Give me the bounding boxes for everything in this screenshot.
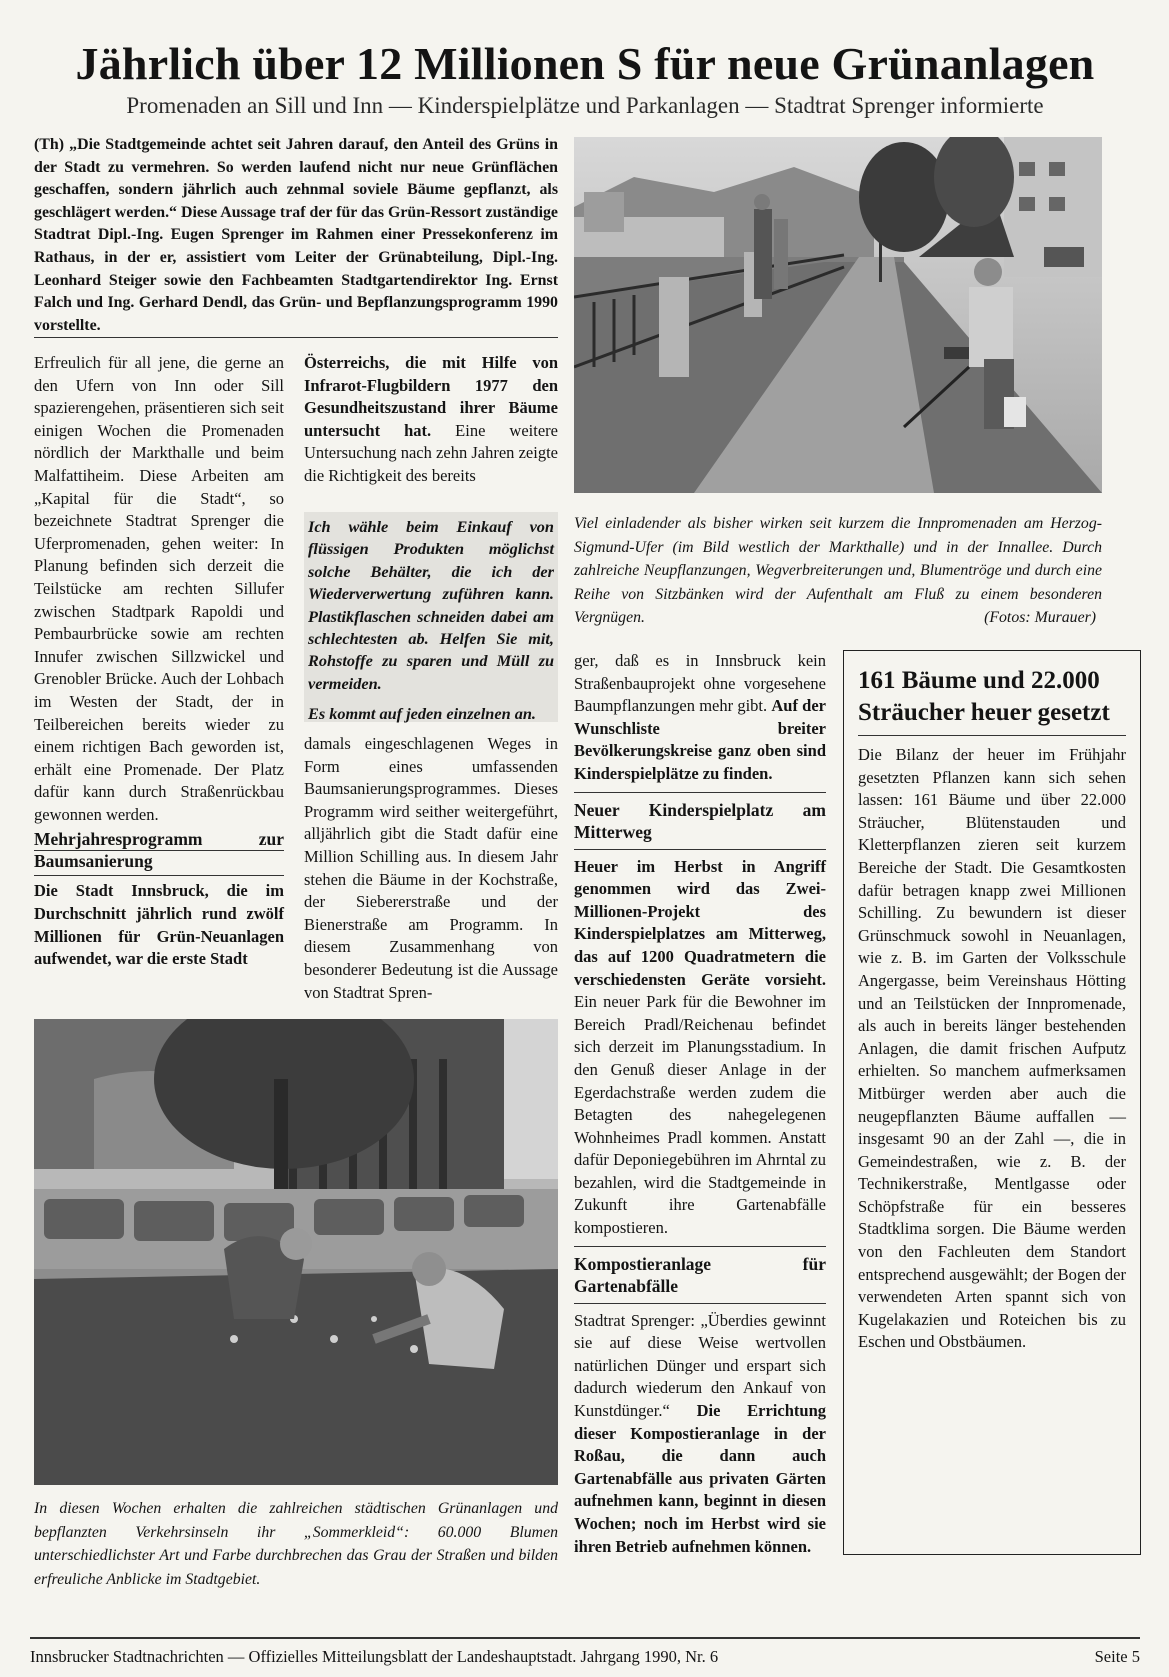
- col3-paragraph-1: ger, daß es in Innsbruck kein Straßenbauprojekt ohne vorgesehene Baumpflanzungen mehr gibt. Auf der Wunschliste breiter Bevölkerungskreise ganz oben sind Kinderspielplätze zu finden.: [574, 651, 826, 783]
- col3-subhead-1: Neuer Kinderspielplatz am Mitterweg: [574, 799, 826, 842]
- column-1: [34, 352, 284, 971]
- column-2: [304, 352, 558, 488]
- box-text: Die Bilanz der heuer im Frühjahr gesetzten Pflanzen kann sich sehen lassen: 161 Bäume und über 22.000 Sträucher, Blütenstauden und Kletterpflanzen zieren seit kurzem Bereiche der Stadt. Die Gesamtkosten dafür betragen knapp zwei Millionen Schilling. Zu bewundern ist dieser Grünschmuck sowohl in Neuanlagen, wie z. B. im Garten der Volksschule Angergasse, beim Vereinshaus Hötting und an Teilstücken der Innpromenade, als auch in bereits länger bestehenden Anlagen, die damit frischen Aufputz erhielten. So manchem aufmerksamen Mitbürger werden aber auch die neugepflanzten Bäume auffallen — insgesamt 90 an der Zahl —, die in Gemeindestraßen, wie z. B. der Technikerstraße, Mentlgasse oder Schöpfstraße für ein besseres Stadtklima sorgen. Die Bäume werden von den Fachleuten dem Standort entsprechend ausgewählt; der Bogen der verwendeten Arten spannt sich von Kugelakazien und Roteichen bis zu Eschen und Obstbäumen.: [858, 745, 1126, 1352]
- recycling-quote-box: [304, 512, 558, 722]
- planting-photo: [34, 1019, 558, 1485]
- column-2-continued: [304, 733, 558, 1004]
- lead-divider: [34, 337, 558, 338]
- box-title: 161 Bäume und 22.000 Sträucher heuer gesetzt: [858, 667, 1110, 726]
- quote-text: Ich wähle beim Einkauf von flüssigen Produkten möglichst solche Behälter, die ich der Wiederverwertung zuführen kann. Plastikflaschen schneiden dabei am schlechtesten ab. Helfen Sie mit, Rohstoffe zu sparen und Müll zu vermeiden.: [308, 517, 554, 693]
- col1-paragraph-2: Die Stadt Innsbruck, die im Durchschnitt jährlich rund zwölf Millionen für Grün-Neuanlagen aufwendet, war die erste Stadt: [34, 881, 284, 969]
- column-3: [574, 650, 826, 1558]
- lead-paragraph: (Th) „Die Stadtgemeinde achtet seit Jahren darauf, den Anteil des Grüns in der Stadt zu vermehren. So werden laufend nicht nur neue Grünflächen geschaffen, sondern jährlich auch zehnmal soviele Bäume gepflanzt, als geschlägert werden.“ Diese Aussage traf der für das Grün-Ressort zuständige Stadtrat Dipl.-Ing. Eugen Sprenger im Rahmen einer Pressekonferenz im Rathaus, in der er, assistiert vom Leiter der Grünabteilung, Dipl.-Ing. Leonhard Steiger sowie den Fachbeamten Stadtgartendirektor Ing. Ernst Falch und Ing. Gerhard Dendl, das Grün- und Bepflanzungsprogramm 1990 vorstellte.: [34, 136, 558, 334]
- col1-subhead: Mehrjahresprogramm zur Baumsanierung: [34, 829, 284, 872]
- col2-paragraph-1: Österreichs, die mit Hilfe von Infrarot-Flugbildern 1977 den Gesundheitszustand ihrer Bäume untersucht hat. Eine weitere Untersuchung nach zehn Jahren zeigte die Richtigkeit des bereits: [304, 353, 558, 485]
- col3-subhead-2: Kompostieranlage für Gartenabfälle: [574, 1253, 826, 1296]
- photo-credit: (Fotos: Murauer): [984, 609, 1096, 627]
- promenade-photo-caption: Viel einladender als bisher wirken seit kurzem die Innpromenaden am Herzog-Sigmund-Ufer (im Bild westlich der Markthalle) und in der Innallee. Durch zahlreiche Neupflanzungen, Wegverbreiterungen und, Blumentröge und durch eine Reihe von Sitzbänken wird der Aufenthalt am Fluß zu einem besonderen Vergnügen. (Fotos: Murauer): [574, 512, 1102, 630]
- page-number: Seite 5: [1094, 1647, 1140, 1666]
- col1-paragraph-1: Erfreulich für all jene, die gerne an den Ufern von Inn oder Sill spazierengehen, präsentieren sich seit einigen Wochen die Promenaden nördlich der Markthalle und beim Malfattiheim. Diese Arbeiten am „Kapital für die Stadt“, so bezeichnete Stadtrat Sprenger die Uferpromenaden, gehen weiter: In Planung befinden sich derzeit die Teilstücke am rechten Sillufer zwischen Stadtpark Rapoldi und Pembaurbrücke sowie am rechten Innufer zwischen Sillzwickel und Grenobler Brücke. Auch der Lohbach im Westen der Stadt, der in Teilbereichen bereits wieder zu einem richtigen Bach geworden ist, erhält eine Promenade. Der Platz dafür kann durch Straßenrückbau gewonnen werden.: [34, 353, 284, 824]
- headline: Jährlich über 12 Millionen S für neue Grünanlagen: [75, 38, 1095, 89]
- col3-paragraph-2: Heuer im Herbst in Angriff genommen wird das Zwei-Millionen-Projekt des Kinderspielplatzes am Mitterweg, das auf 1200 Quadratmetern die verschiedensten Geräte vorsieht. Ein neuer Park für die Bewohner im Bereich Pradl/Reichenau befindet sich derzeit im Planungsstadium. In den Genuß dieser Anlage in der Egerdachstraße werden zudem die Betagten des nahegelegenen Wohnheimes Pradl kommen. Anstatt dafür Deponiegebühren im Ahrntal zu bezahlen, wird die Stadtgemeinde in Zukunft ihre Gartenabfälle kompostieren.: [574, 856, 826, 1238]
- footer: [30, 1647, 1140, 1667]
- promenade-photo: [574, 137, 1102, 493]
- col2-paragraph-2: damals eingeschlagenen Weges in Form eines umfassenden Baumsanierungsprogrammes. Dieses Programm wird seither weitergeführt, alljährlich gibt die Stadt dafür eine Million Schilling aus. In diesem Jahr stehen die Bäume in der Kochstraße, der Siebererstraße und der Bienerstraße am Programm. In diesem Zusammenhang von besonderer Bedeutung ist die Aussage von Stadtrat Spren-: [304, 734, 558, 1002]
- planting-photo-caption: In diesen Wochen erhalten die zahlreichen städtischen Grünanlagen und bepflanzten Verkehrsinseln ihr „Sommerkleid“: 60.000 Blumen unterschiedlichster Art und Farbe durchbrechen das Grau der Straßen und bilden erfreuliche Anblicke im Stadtgebiet.: [34, 1500, 558, 1588]
- col3-paragraph-3: Stadtrat Sprenger: „Überdies gewinnt sie auf diese Weise wertvollen natürlichen Dünger und erspart sich dadurch wiederum den Ankauf von Kunstdünger.“ Die Errichtung dieser Kompostieranlage in der Roßau, die dann auch Gartenabfälle aus privaten Gärten aufnehmen kann, beginnt in diesen Wochen; noch im Herbst wird sie ihren Betrieb aufnehmen können.: [574, 1310, 826, 1556]
- quote-closing: Es kommt auf jeden einzelnen an.: [308, 704, 536, 724]
- footer-rule: [30, 1637, 1140, 1639]
- col1-subhead-rule: [34, 850, 284, 851]
- footer-publication: Innsbrucker Stadtnachrichten — Offizielles Mitteilungsblatt der Landeshauptstadt. Jahrgang 1990, Nr. 6: [30, 1647, 719, 1666]
- planting-stats-box: [843, 650, 1141, 1555]
- subheadline: Promenaden an Sill und Inn — Kinderspielplätze und Parkanlagen — Stadtrat Sprenger informierte: [126, 93, 1044, 118]
